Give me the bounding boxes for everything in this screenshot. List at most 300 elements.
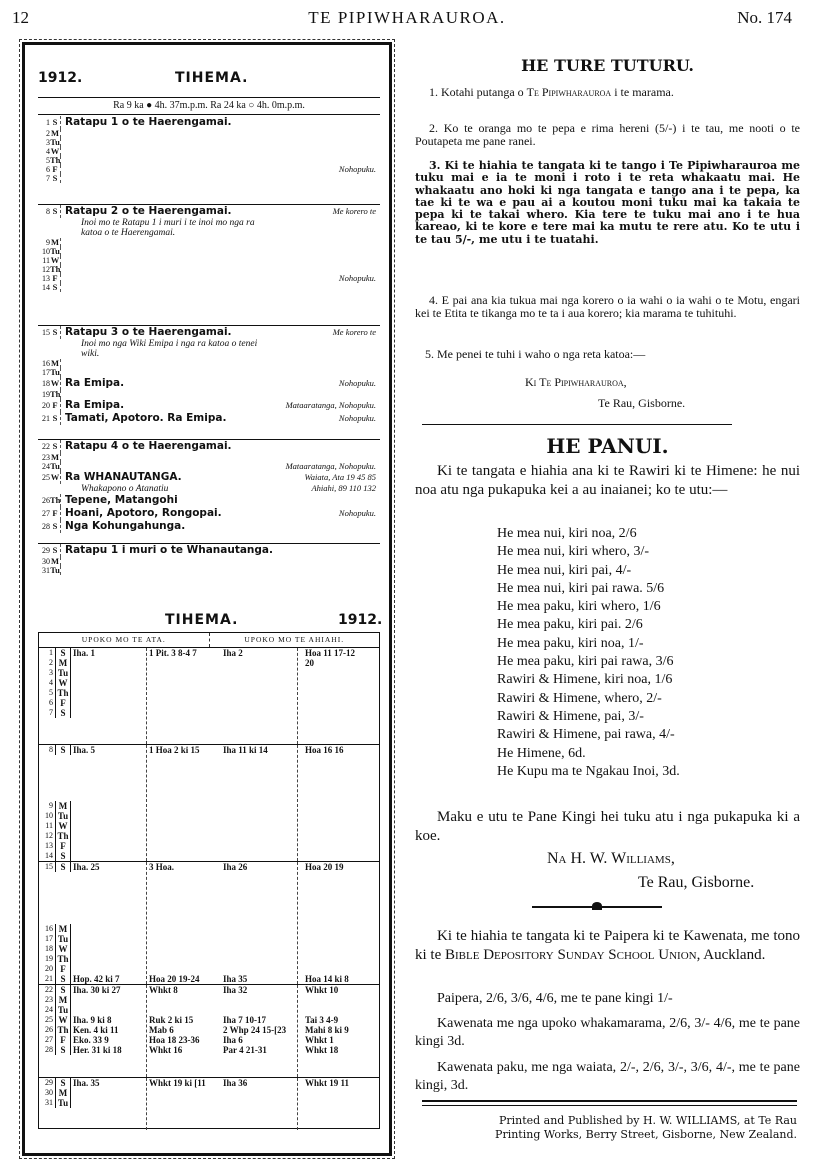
lesson-reference: [305, 954, 379, 964]
day-number: 22: [45, 985, 53, 994]
footer-rule: [422, 1100, 797, 1106]
day-number: 15: [42, 328, 50, 337]
lessons-day-row: [39, 1088, 379, 1098]
day-number: 9: [46, 238, 50, 247]
lessons-day-row: [39, 745, 379, 755]
day-number: 31: [42, 566, 50, 575]
lessons-day-row: [39, 944, 379, 954]
day-number: 9: [49, 801, 53, 810]
observance-note: Nohopuku.: [338, 508, 376, 518]
day-number: 18: [45, 944, 53, 953]
calendar-day-row: [38, 390, 380, 399]
weekday-letter: Th: [50, 264, 61, 274]
observance: Hoani, Apotoro, Rongopai.: [65, 507, 222, 519]
lesson-reference: Hoa 20 19: [305, 862, 344, 872]
weekday-letter: Th: [55, 831, 71, 841]
rule-1: [415, 86, 800, 99]
weekday-letter: Th: [50, 155, 61, 165]
weekday-letter: S: [50, 440, 61, 453]
lessons-day-row: [39, 862, 379, 872]
weekday-letter: W: [50, 255, 60, 265]
lesson-reference: [223, 821, 305, 831]
rule-5: 5. Me penei te tuhi i waho o nga reta katoa:—: [425, 347, 646, 361]
address-line-1: Ki Te Pipiwharauroa,: [525, 375, 627, 389]
lesson-reference: Iha 11 ki 14: [223, 745, 268, 755]
lesson-reference: Iha. 30 ki 27: [73, 985, 121, 995]
calendar-day-row: [38, 544, 380, 557]
day-number: 30: [45, 1088, 53, 1097]
price-list-item: Rawiri & Himene, kiri noa, 1/6: [497, 672, 673, 688]
lesson-reference: [149, 678, 223, 688]
lesson-reference: Whkt 1: [305, 1035, 334, 1045]
day-number: 8: [46, 207, 50, 216]
day-number: 25: [45, 1015, 53, 1024]
observance: Ra Emipa.: [65, 377, 125, 389]
weekday-letter: S: [50, 544, 61, 557]
calendar-day-row: [38, 412, 380, 425]
calendar-week: [38, 205, 380, 326]
weekday-letter: Tu: [55, 1005, 71, 1015]
lessons-day-row: [39, 1015, 379, 1025]
weekday-letter: S: [50, 412, 61, 425]
weekday-letter: W: [55, 944, 71, 954]
weekday-letter: S: [50, 174, 61, 183]
lesson-reference: [223, 668, 305, 678]
calendar-day-row: [38, 156, 380, 165]
day-number: 27: [45, 1035, 53, 1044]
day-number: 7: [46, 174, 50, 183]
lesson-reference: [305, 1005, 379, 1015]
price-list-item: Rawiri & Himene, pai rawa, 4/-: [497, 727, 675, 743]
observance-note: Waiata, Ata 19 45 85: [304, 472, 376, 482]
day-number: 10: [45, 811, 53, 820]
lesson-reference: [73, 821, 149, 831]
day-number: 19: [45, 954, 53, 963]
day-number: 14: [42, 283, 50, 292]
price-list-item: He mea nui, kiri noa, 2/6: [497, 526, 637, 541]
calendar-week: [38, 544, 380, 592]
postage-note: Maku e utu te Pane Kingi hei tuku atu i nga pukapuka ki a koe.: [415, 809, 800, 844]
weekday-letter: Th: [55, 954, 71, 964]
lesson-reference: Mahi 8 ki 9: [305, 1025, 349, 1035]
bible-intro-end: , Auckland.: [696, 947, 766, 963]
lesson-reference: Par 4 21-31: [223, 1045, 267, 1055]
lesson-reference: Whkt 16: [149, 1045, 183, 1055]
lesson-reference: [73, 944, 149, 954]
lesson-reference: [223, 698, 305, 708]
lesson-reference: Tai 3 4-9: [305, 1015, 339, 1025]
day-number: 23: [45, 995, 53, 1004]
lessons-day-row: [39, 841, 379, 851]
lessons-day-row: [39, 1005, 379, 1015]
price-list-item: He mea nui, kiri pai rawa. 5/6: [497, 580, 665, 596]
weekday-letter: M: [55, 995, 71, 1005]
lesson-reference: Mab 6: [149, 1025, 174, 1035]
weekday-letter: F: [55, 698, 71, 708]
calendar-day-row: [38, 165, 380, 174]
observance: Whakapono o Atanatiu: [81, 484, 169, 494]
day-number: 10: [42, 247, 50, 256]
day-number: 17: [42, 368, 50, 377]
observance: Inoi mo te Ratapu 1 i muri i te inoi mo nga ra: [81, 218, 255, 228]
weekday-letter: W: [55, 821, 71, 831]
weekday-letter: S: [55, 648, 71, 658]
calendar-day-row: [38, 440, 380, 453]
lesson-reference: Eko. 33 9: [73, 1035, 109, 1045]
day-number: 6: [49, 698, 53, 707]
lesson-reference: [223, 811, 305, 821]
lessons-day-row: [39, 1078, 379, 1088]
lesson-reference: Hop. 42 ki 7: [73, 974, 120, 984]
day-number: 11: [42, 256, 50, 265]
lesson-reference: [223, 944, 305, 954]
lessons-day-row: [39, 801, 379, 811]
lesson-reference: [73, 811, 149, 821]
calendar-day-row: [38, 359, 380, 368]
lesson-reference: [73, 801, 149, 811]
day-number: 21: [42, 414, 50, 423]
day-number: 11: [45, 821, 53, 830]
lesson-reference: [73, 995, 149, 1005]
lessons-day-row: [39, 698, 379, 708]
bible-price-3: Kawenata paku, me nga waiata, 2/-, 2/6, 3/-, 3/6, 4/-, me te pane kingi, 3d.: [415, 1060, 800, 1093]
lesson-reference: [149, 698, 223, 708]
lesson-reference: [305, 821, 379, 831]
lesson-reference: [223, 954, 305, 964]
weekday-letter: F: [55, 964, 71, 974]
calendar-day-row: [38, 147, 380, 156]
lesson-reference: [73, 658, 149, 668]
calendar-day-row: [38, 368, 380, 377]
weekday-letter: W: [55, 1015, 71, 1025]
lesson-reference: [223, 841, 305, 851]
calendar-week: [38, 326, 380, 440]
lesson-reference: [223, 1098, 305, 1108]
price-list-item: He Kupu ma te Ngakau Inoi, 3d.: [497, 763, 680, 779]
lessons-day-row: [39, 1045, 379, 1055]
lesson-reference: [223, 851, 305, 861]
calendar-day-row: [38, 283, 380, 292]
day-number: 3: [46, 138, 50, 147]
lesson-reference: [305, 708, 379, 718]
calendar-day-row: [38, 326, 380, 339]
lesson-reference: [149, 1098, 223, 1108]
observance-note: Me korero te: [332, 206, 376, 216]
lesson-reference: Iha. 35: [73, 1078, 100, 1088]
calendar-month: TIHEMA.: [175, 70, 249, 86]
day-number: 5: [46, 156, 50, 165]
lessons-day-row: [39, 851, 379, 861]
day-number: 7: [49, 708, 53, 717]
weekday-letter: M: [50, 237, 60, 247]
lesson-reference: [73, 1098, 149, 1108]
issue-number: No. 174: [737, 8, 792, 27]
lesson-reference: [73, 1088, 149, 1098]
lesson-reference: Iha 36: [223, 1078, 248, 1088]
day-number: 6: [46, 165, 50, 174]
lesson-reference: [305, 851, 379, 861]
imprint-line-2: Printing Works, Berry Street, Gisborne, New Zealand.: [495, 1128, 797, 1141]
rule-3: 3. Ki te hiahia te tangata ki te tango i Te Pipiwharauroa me tuku mai e ia te moni i roto i te reta whakaatu mai. He whakaatu ano hoki ki nga tangata e tango ana i te pepa, ka tae ki te wa e pau ai a koutou moni tuku mai ka takaia te pepa ki te takai whero. Kia tere te tuku mai ano i te hua kareao, ki te kore e tere mai ka mutu te rere atu. Ko te utu i te tau 5/-, me utu i te tuatahi.: [415, 159, 800, 246]
lesson-reference: [223, 995, 305, 1005]
lesson-reference: Hoa 20 19-24: [149, 974, 200, 984]
observance-note: Nohopuku.: [338, 413, 376, 423]
day-number: 26: [45, 1025, 53, 1034]
rules-title: HE TURE TUTURU.: [521, 56, 694, 75]
observance-note: Me korero te: [332, 327, 376, 337]
lesson-reference: [149, 668, 223, 678]
lesson-reference: [149, 995, 223, 1005]
church-calendar: [38, 116, 380, 592]
lessons-week: [39, 985, 379, 1078]
lesson-reference: [305, 1098, 379, 1108]
day-number: 29: [42, 546, 50, 555]
lesson-reference: [149, 658, 223, 668]
weekday-letter: S: [50, 283, 61, 292]
day-number: 27: [42, 509, 50, 518]
weekday-letter: S: [55, 974, 71, 984]
lesson-reference: [305, 944, 379, 954]
lesson-reference: 1 Hoa 2 ki 15: [149, 745, 200, 755]
day-number: 24: [42, 462, 50, 471]
lesson-reference: [73, 678, 149, 688]
weekday-letter: S: [50, 520, 61, 533]
day-number: 12: [45, 831, 53, 840]
day-number: 4: [46, 147, 50, 156]
lesson-reference: Ken. 4 ki 11: [73, 1025, 119, 1035]
lessons-day-row: [39, 924, 379, 934]
weekday-letter: Tu: [50, 565, 60, 575]
price-list-item: Rawiri & Himene, whero, 2/-: [497, 690, 662, 706]
lesson-reference: Hoa 11 17-12: [305, 648, 356, 658]
lesson-reference: [149, 708, 223, 718]
price-list: [497, 525, 680, 781]
day-number: 3: [49, 668, 53, 677]
calendar-day-row: [38, 228, 380, 238]
weekday-letter: S: [50, 326, 61, 339]
weekday-letter: S: [55, 745, 71, 755]
calendar-day-row: [38, 238, 380, 247]
calendar-day-row: [38, 494, 380, 507]
lesson-reference: Iha 7 10-17: [223, 1015, 267, 1025]
weekday-letter: F: [50, 165, 61, 174]
calendar-day-row: [38, 174, 380, 183]
lesson-reference: [223, 658, 305, 668]
lesson-reference: Whkt 19 ki [11: [149, 1078, 206, 1088]
day-number: 2: [49, 658, 53, 667]
lesson-reference: [305, 811, 379, 821]
price-list-item: He mea paku, kiri whero, 1/6: [497, 599, 661, 615]
lesson-reference: [223, 708, 305, 718]
lesson-reference: [305, 668, 379, 678]
weekday-letter: M: [50, 452, 60, 462]
weekday-letter: S: [55, 1078, 71, 1088]
lesson-reference: Iha 26: [223, 862, 248, 872]
lesson-reference: Hoa 18 23-36: [149, 1035, 200, 1045]
lesson-reference: [149, 851, 223, 861]
lessons-week: [39, 745, 379, 862]
day-number: 5: [49, 688, 53, 697]
rule-2: 2. Ko te oranga mo te pepa e rima hereni (5/-) i te tau, me nooti o te Poutapeta me pane ranei.: [415, 121, 800, 148]
weekday-letter: M: [50, 128, 60, 138]
bible-depository-name: Bible Depository Sunday School Union: [445, 947, 697, 963]
lesson-reference: Ruk 2 ki 15: [149, 1015, 194, 1025]
price-list-item: He mea paku, kiri pai. 2/6: [497, 617, 643, 633]
day-number: 2: [46, 129, 50, 138]
masthead-title: TE PIPIWHARAUROA.: [308, 8, 506, 27]
morning-lessons-header: UPOKO MO TE ATA.: [39, 633, 210, 647]
observance-note: Nohopuku.: [338, 378, 376, 388]
lessons-week: [39, 1078, 379, 1130]
weekday-letter: S: [55, 985, 71, 995]
lessons-week: [39, 862, 379, 985]
lesson-reference: [223, 964, 305, 974]
lesson-reference: [73, 851, 149, 861]
lesson-reference: [223, 678, 305, 688]
day-number: 16: [42, 359, 50, 368]
weekday-letter: S: [55, 708, 71, 718]
lesson-reference: [149, 954, 223, 964]
lessons-day-row: [39, 811, 379, 821]
lesson-reference: [149, 811, 223, 821]
calendar-day-row: [38, 218, 380, 228]
lessons-day-row: [39, 995, 379, 1005]
lesson-reference: [223, 1005, 305, 1015]
lessons-day-row: [39, 974, 379, 984]
price-list-item: He Himene, 6d.: [497, 745, 586, 761]
lesson-reference: [149, 841, 223, 851]
calendar-day-row: [38, 205, 380, 218]
lesson-reference: [73, 668, 149, 678]
weekday-letter: W: [50, 146, 60, 156]
weekday-letter: Th: [55, 1025, 71, 1035]
printer-imprint: [422, 1114, 797, 1142]
weekday-letter: S: [50, 116, 61, 129]
weekday-letter: Th: [50, 495, 61, 505]
calendar-day-row: [38, 566, 380, 575]
lesson-reference: [73, 841, 149, 851]
lesson-reference: Iha. 5: [73, 745, 96, 755]
calendar-day-row: [38, 138, 380, 147]
imprint-line-1: Printed and Published by H. W. WILLIAMS, at Te Rau: [498, 1114, 797, 1127]
lesson-reference: [305, 801, 379, 811]
day-number: 30: [42, 557, 50, 566]
evening-lessons-header: UPOKO MO TE AHIAHI.: [244, 635, 345, 644]
lesson-reference: [149, 821, 223, 831]
weekday-letter: Tu: [50, 137, 60, 147]
observance: Inoi mo nga Wiki Emipa i nga ra katoa o tenei: [81, 339, 258, 349]
paper-name: Te Pipiwharauroa: [526, 85, 612, 99]
weekday-letter: M: [50, 556, 60, 566]
lesson-reference: 20: [305, 658, 314, 668]
lesson-reference: 2 Whp 24 15-[23: [223, 1025, 287, 1035]
lessons-day-row: [39, 658, 379, 668]
signature-name: Na H. W. Williams,: [547, 850, 675, 867]
lesson-reference: [149, 934, 223, 944]
lesson-reference: [149, 924, 223, 934]
day-number: 4: [49, 678, 53, 687]
day-number: 13: [45, 841, 53, 850]
calendar-day-row: [38, 399, 380, 412]
day-number: 13: [42, 274, 50, 283]
calendar-day-row: [38, 557, 380, 566]
weekday-letter: Tu: [55, 668, 71, 678]
weekday-letter: F: [55, 841, 71, 851]
weekday-letter: Tu: [50, 246, 60, 256]
lessons-day-row: [39, 678, 379, 688]
price-list-item: He mea paku, kiri pai rawa, 3/6: [497, 654, 674, 670]
calendar-day-row: [38, 129, 380, 138]
day-number: 29: [45, 1078, 53, 1087]
moon-phases: Ra 9 ka ● 4h. 37m.p.m. Ra 24 ka ○ 4h. 0m.p.m.: [38, 97, 380, 115]
lesson-reference: [223, 688, 305, 698]
lesson-reference: [149, 801, 223, 811]
lesson-reference: Whkt 10: [305, 985, 339, 995]
lesson-reference: [305, 934, 379, 944]
lesson-reference: [73, 954, 149, 964]
calendar-year: 1912.: [38, 70, 83, 86]
weekday-letter: Tu: [50, 461, 60, 471]
lessons-day-row: [39, 954, 379, 964]
lesson-reference: Hoa 16 16: [305, 745, 344, 755]
weekday-letter: F: [55, 1035, 71, 1045]
day-number: 20: [42, 401, 50, 410]
observance: Ratapu 1 o te Haerengamai.: [65, 116, 232, 128]
bible-price-2: Kawenata me nga upoko whakamarama, 2/6, 3/- 4/6, me te pane kingi 3d.: [415, 1016, 800, 1049]
weekday-letter: W: [50, 378, 60, 388]
lesson-reference: [73, 688, 149, 698]
lessons-day-row: [39, 934, 379, 944]
calendar-day-row: [38, 377, 380, 390]
day-number: 12: [42, 265, 50, 274]
lesson-reference: [305, 924, 379, 934]
day-number: 15: [45, 862, 53, 871]
day-number: 17: [45, 934, 53, 943]
weekday-letter: F: [50, 399, 61, 412]
lessons-day-row: [39, 831, 379, 841]
lesson-reference: Hoa 14 ki 8: [305, 974, 349, 984]
ornament-icon: [592, 902, 602, 910]
lessons-day-row: [39, 1098, 379, 1108]
day-number: 28: [42, 522, 50, 531]
lessons-day-row: [39, 1035, 379, 1045]
divider: [422, 424, 732, 425]
lesson-reference: [73, 698, 149, 708]
weekday-letter: M: [55, 924, 71, 934]
lessons-calendar-month: TIHEMA.: [165, 612, 239, 628]
weekday-letter: F: [50, 274, 61, 283]
lesson-reference: Iha 6: [223, 1035, 243, 1045]
bible-price-1: Paipera, 2/6, 3/6, 4/6, me te pane kingi 1/-: [437, 991, 673, 1006]
weekday-letter: W: [50, 472, 60, 482]
weekday-letter: S: [55, 851, 71, 861]
weekday-letter: S: [55, 862, 71, 872]
weekday-letter: Tu: [55, 934, 71, 944]
lesson-reference: [223, 831, 305, 841]
calendar-day-row: [38, 484, 380, 494]
day-number: 22: [42, 442, 50, 451]
observance: Ratapu 3 o te Haerengamai.: [65, 326, 232, 338]
rule-1-text-end: i te marama.: [611, 85, 674, 99]
rule-1-text: 1. Kotahi putanga o: [429, 85, 527, 99]
observance: Ratapu 1 i muri o te Whanautanga.: [65, 544, 274, 556]
observance: Tepene, Matangohi: [65, 494, 178, 506]
page-number: 12: [12, 8, 29, 27]
observance: Nga Kohungahunga.: [65, 520, 186, 532]
address-line-2: Te Rau, Gisborne.: [598, 396, 686, 410]
weekday-letter: Tu: [55, 1098, 71, 1108]
calendar-day-row: [38, 507, 380, 520]
